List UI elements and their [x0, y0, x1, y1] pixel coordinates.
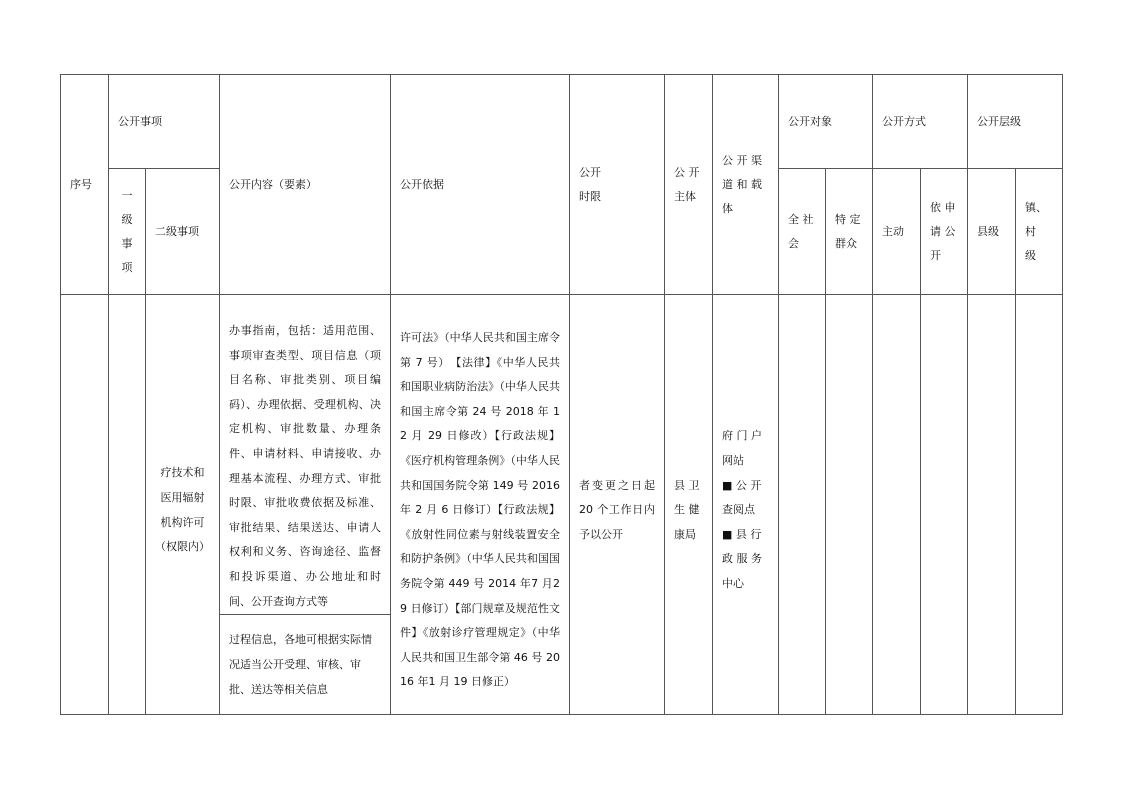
table-row: [61, 295, 1063, 715]
row-level2: 疗技术和 医用辐射 机构许可 （权限内）: [146, 295, 220, 715]
header-row-1: [61, 75, 1063, 169]
row-seq: [61, 295, 109, 715]
header-items-group: 公开事项: [109, 75, 220, 169]
row-method-active: [873, 295, 921, 715]
header-basis: 公开依据: [391, 75, 570, 295]
header-level-group: 公开层级: [968, 75, 1063, 169]
header-method-group: 公开方式: [873, 75, 968, 169]
basis-text: 许可法》（中华人民共和国主席令第 7 号） 【法律】《中华人民共和国职业病防治法》（中华人民共和国主席令第 24 号 2018 年 12 月 29 日修改）【行政法规】《医疗机构管理条例》（中华人民共和国国务院令第 149 号 2016 年 2 月 6 日修订）【行政法规】《放射性同位素与射线装置安全和防护条例》（中华人民共和国国务院令第 449 号 2014 年7 月29 日修订）【部门规章及规范性文件】《放射诊疗管理规定》（中华人民共和国卫生部令第 46 号 2016 年1 月 19 日修正）: [400, 331, 560, 689]
header-subject: 公 开 主体: [665, 75, 713, 295]
row-content: [220, 295, 391, 715]
header-seq: 序号: [61, 75, 109, 295]
header-method-apply: 依 申 请 公 开: [921, 169, 968, 295]
header-object-specific: 特 定 群众: [826, 169, 873, 295]
header-level-county: 县级: [968, 169, 1016, 295]
header-content: 公开内容（要素）: [220, 75, 391, 295]
row-level-town: [1016, 295, 1063, 715]
row-method-apply: [921, 295, 968, 715]
header-object-all: 全 社 会: [779, 169, 826, 295]
content-guide: 办事指南，包括：适用范围、事项审查类型、项目信息（项目名称、审批类别、项目编码）、办理依据、受理机构、决定机构、审批数量、办理条件、申请材料、申请接收、办理基本流程、办理方式、审批时限、审批收费依据及标准、审批结果、结果送达、申请人权利和义务、咨询途径、监督和投诉渠道、办公地址和时间、公开查询方式等: [229, 324, 381, 608]
header-channel: 公 开 渠 道 和 载 体: [713, 75, 779, 295]
header-method-active: 主动: [873, 169, 921, 295]
row-object-all: [779, 295, 826, 715]
header-level-town: 镇、 村 级: [1016, 169, 1063, 295]
row-channel: 府 门 户 网站 ■ 公 开 查阅点 ■ 县 行 政 服 务 中心: [713, 295, 779, 715]
time-limit-text: 者变更之日起 20 个工作日内予以公开: [579, 478, 655, 541]
row-subject: 县 卫 生 健 康局: [665, 295, 713, 715]
row-basis: [391, 295, 570, 715]
content-process: 过程信息，各地可根据实际情况适当公开受理、审核、审批、送达等相关信息: [229, 633, 372, 696]
row-object-specific: [826, 295, 873, 715]
row-level1: [109, 295, 146, 715]
row-time-limit: [570, 295, 665, 715]
header-level1: 一 级 事 项: [109, 169, 146, 295]
header-time-limit: 公开 时限: [570, 75, 665, 295]
header-object-group: 公开对象: [779, 75, 873, 169]
disclosure-table: [60, 74, 1063, 715]
header-level2: 二级事项: [146, 169, 220, 295]
row-level-county: [968, 295, 1016, 715]
